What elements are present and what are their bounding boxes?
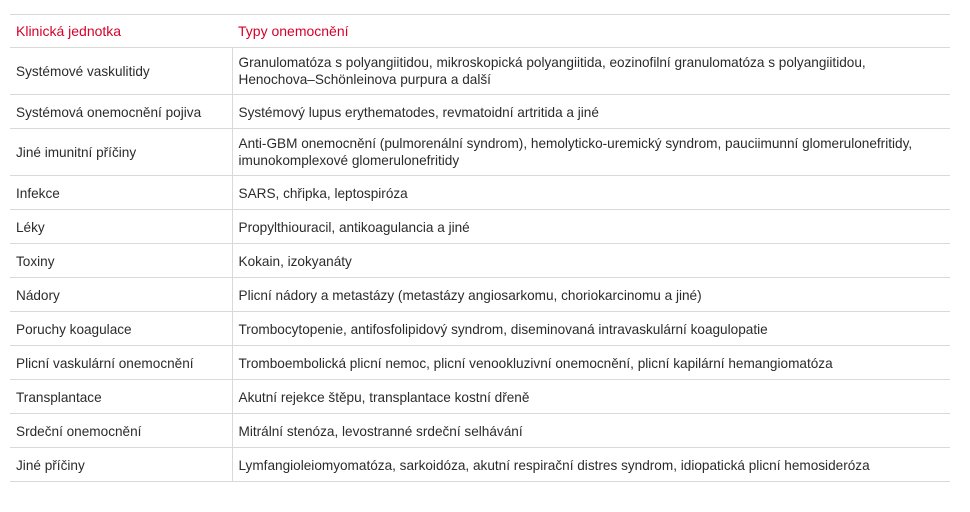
disease-types-cell: Kokain, izokyanáty <box>232 244 950 278</box>
disease-types-cell: Propylthiouracil, antikoagulancia a jiné <box>232 210 950 244</box>
clinical-unit-cell: Poruchy koagulace <box>10 312 232 346</box>
column-header-disease-types: Typy onemocnění <box>232 15 950 48</box>
disease-types-cell: Mitrální stenóza, levostranné srdeční selhávání <box>232 414 950 448</box>
disease-types-cell: Akutní rejekce štěpu, transplantace kostní dřeně <box>232 380 950 414</box>
table-row <box>10 48 950 95</box>
disease-table <box>10 14 950 482</box>
disease-table-container <box>10 14 950 482</box>
table-row <box>10 244 950 278</box>
clinical-unit-cell: Jiné imunitní příčiny <box>10 129 232 176</box>
table-row <box>10 414 950 448</box>
table-row <box>10 210 950 244</box>
disease-types-cell: Trombocytopenie, antifosfolipidový syndrom, diseminovaná intravaskulární koagulopatie <box>232 312 950 346</box>
disease-types-cell: SARS, chřipka, leptospiróza <box>232 176 950 210</box>
clinical-unit-cell: Srdeční onemocnění <box>10 414 232 448</box>
table-row <box>10 346 950 380</box>
clinical-unit-cell: Jiné příčiny <box>10 448 232 482</box>
disease-types-cell: Anti-GBM onemocnění (pulmorenální syndrom), hemolyticko-uremický syndrom, pauciimunní glomerulonefritidy, imunokomplexové glomerulonefritidy <box>232 129 950 176</box>
clinical-unit-cell: Plicní vaskulární onemocnění <box>10 346 232 380</box>
table-row <box>10 448 950 482</box>
disease-types-cell: Systémový lupus erythematodes, revmatoidní artritida a jiné <box>232 95 950 129</box>
clinical-unit-cell: Infekce <box>10 176 232 210</box>
clinical-unit-cell: Transplantace <box>10 380 232 414</box>
clinical-unit-cell: Léky <box>10 210 232 244</box>
table-row <box>10 312 950 346</box>
clinical-unit-cell: Systémová onemocnění pojiva <box>10 95 232 129</box>
clinical-unit-cell: Toxiny <box>10 244 232 278</box>
clinical-unit-cell: Nádory <box>10 278 232 312</box>
disease-types-cell: Lymfangioleiomyomatóza, sarkoidóza, akutní respirační distres syndrom, idiopatická plicní hemosideróza <box>232 448 950 482</box>
disease-types-cell: Granulomatóza s polyangiitidou, mikroskopická polyangiitida, eozinofilní granulomatóza s polyangiitidou, Henochova–Schönleinova purpura a další <box>232 48 950 95</box>
table-row <box>10 176 950 210</box>
table-header-row <box>10 15 950 48</box>
disease-types-cell: Tromboembolická plicní nemoc, plicní venookluzivní onemocnění, plicní kapilární hemangiomatóza <box>232 346 950 380</box>
table-row <box>10 95 950 129</box>
table-row <box>10 380 950 414</box>
clinical-unit-cell: Systémové vaskulitidy <box>10 48 232 95</box>
table-row <box>10 129 950 176</box>
column-header-clinical-unit: Klinická jednotka <box>10 15 232 48</box>
disease-types-cell: Plicní nádory a metastázy (metastázy angiosarkomu, choriokarcinomu a jiné) <box>232 278 950 312</box>
table-row <box>10 278 950 312</box>
